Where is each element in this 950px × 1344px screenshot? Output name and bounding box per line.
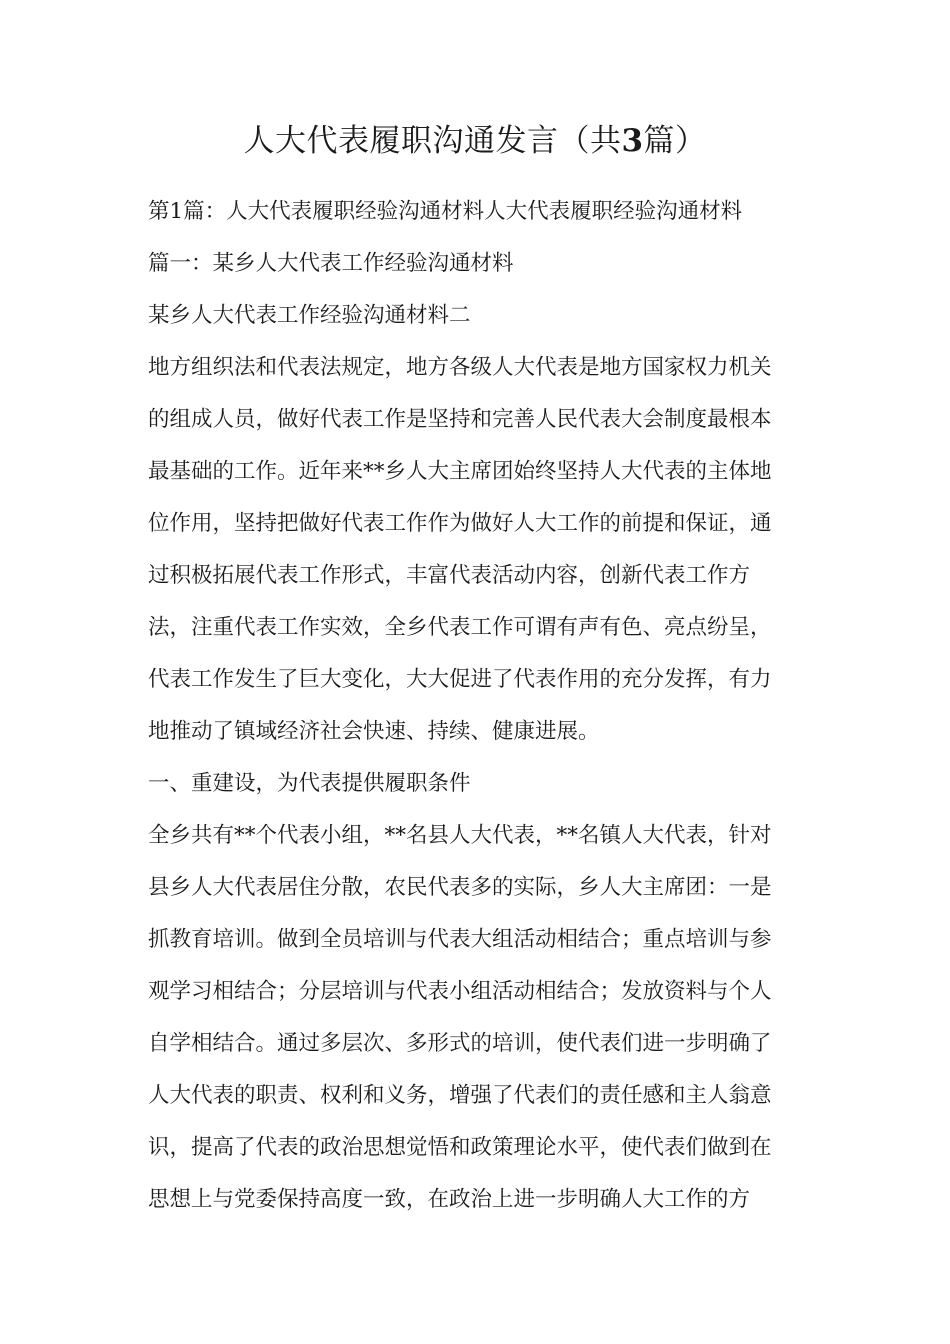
section-heading: 第1篇：人大代表履职经验沟通材料人大代表履职经验沟通材料 bbox=[148, 199, 743, 224]
paragraph-line: 地方组织法和代表法规定，地方各级人大代表是地方国家权力机关 bbox=[148, 355, 772, 380]
title-suffix: 篇） bbox=[643, 123, 707, 159]
paragraph-line: 位作用，坚持把做好代表工作作为做好人大工作的前提和保证，通 bbox=[148, 511, 772, 536]
paragraph-line: 全乡共有**个代表小组，**名县人大代表，**名镇人大代表，针对 bbox=[148, 823, 772, 848]
paragraph-line: 抓教育培训。做到全员培训与代表大组活动相结合；重点培训与参 bbox=[148, 927, 772, 952]
paragraph-line: 识，提高了代表的政治思想觉悟和政策理论水平，使代表们做到在 bbox=[148, 1135, 772, 1160]
paragraph-line: 最基础的工作。近年来**乡人大主席团始终坚持人大代表的主体地 bbox=[148, 459, 772, 484]
paragraph-line: 人大代表的职责、权利和义务，增强了代表们的责任感和主人翁意 bbox=[148, 1083, 772, 1108]
paragraph-line: 的组成人员，做好代表工作是坚持和完善人民代表大会制度最根本 bbox=[148, 407, 772, 432]
subsection-heading: 某乡人大代表工作经验沟通材料二 bbox=[148, 303, 471, 328]
title-number: 3 bbox=[621, 123, 644, 159]
paragraph-line: 观学习相结合；分层培训与代表小组活动相结合；发放资料与个人 bbox=[148, 979, 772, 1004]
title-prefix: 人大代表履职沟通发言（共 bbox=[243, 123, 622, 159]
paragraph-line: 自学相结合。通过多层次、多形式的培训，使代表们进一步明确了 bbox=[148, 1031, 772, 1056]
document-title bbox=[0, 118, 950, 164]
paragraph-line: 县乡人大代表居住分散，农民代表多的实际，乡人大主席团：一是 bbox=[148, 875, 772, 900]
paragraph-line: 代表工作发生了巨大变化，大大促进了代表作用的充分发挥，有力 bbox=[148, 667, 772, 692]
section-subheading: 一、重建设，为代表提供履职条件 bbox=[148, 771, 471, 796]
paragraph-line: 过积极拓展代表工作形式，丰富代表活动内容，创新代表工作方 bbox=[148, 563, 751, 588]
paragraph-line: 地推动了镇域经济社会快速、持续、健康进展。 bbox=[148, 719, 600, 744]
document-body bbox=[148, 197, 808, 1237]
paragraph-line: 思想上与党委保持高度一致，在政治上进一步明确人大工作的方 bbox=[148, 1187, 751, 1212]
paragraph-line: 法，注重代表工作实效，全乡代表工作可谓有声有色、亮点纷呈， bbox=[148, 615, 772, 640]
subsection-heading: 篇一：某乡人大代表工作经验沟通材料 bbox=[148, 251, 514, 276]
